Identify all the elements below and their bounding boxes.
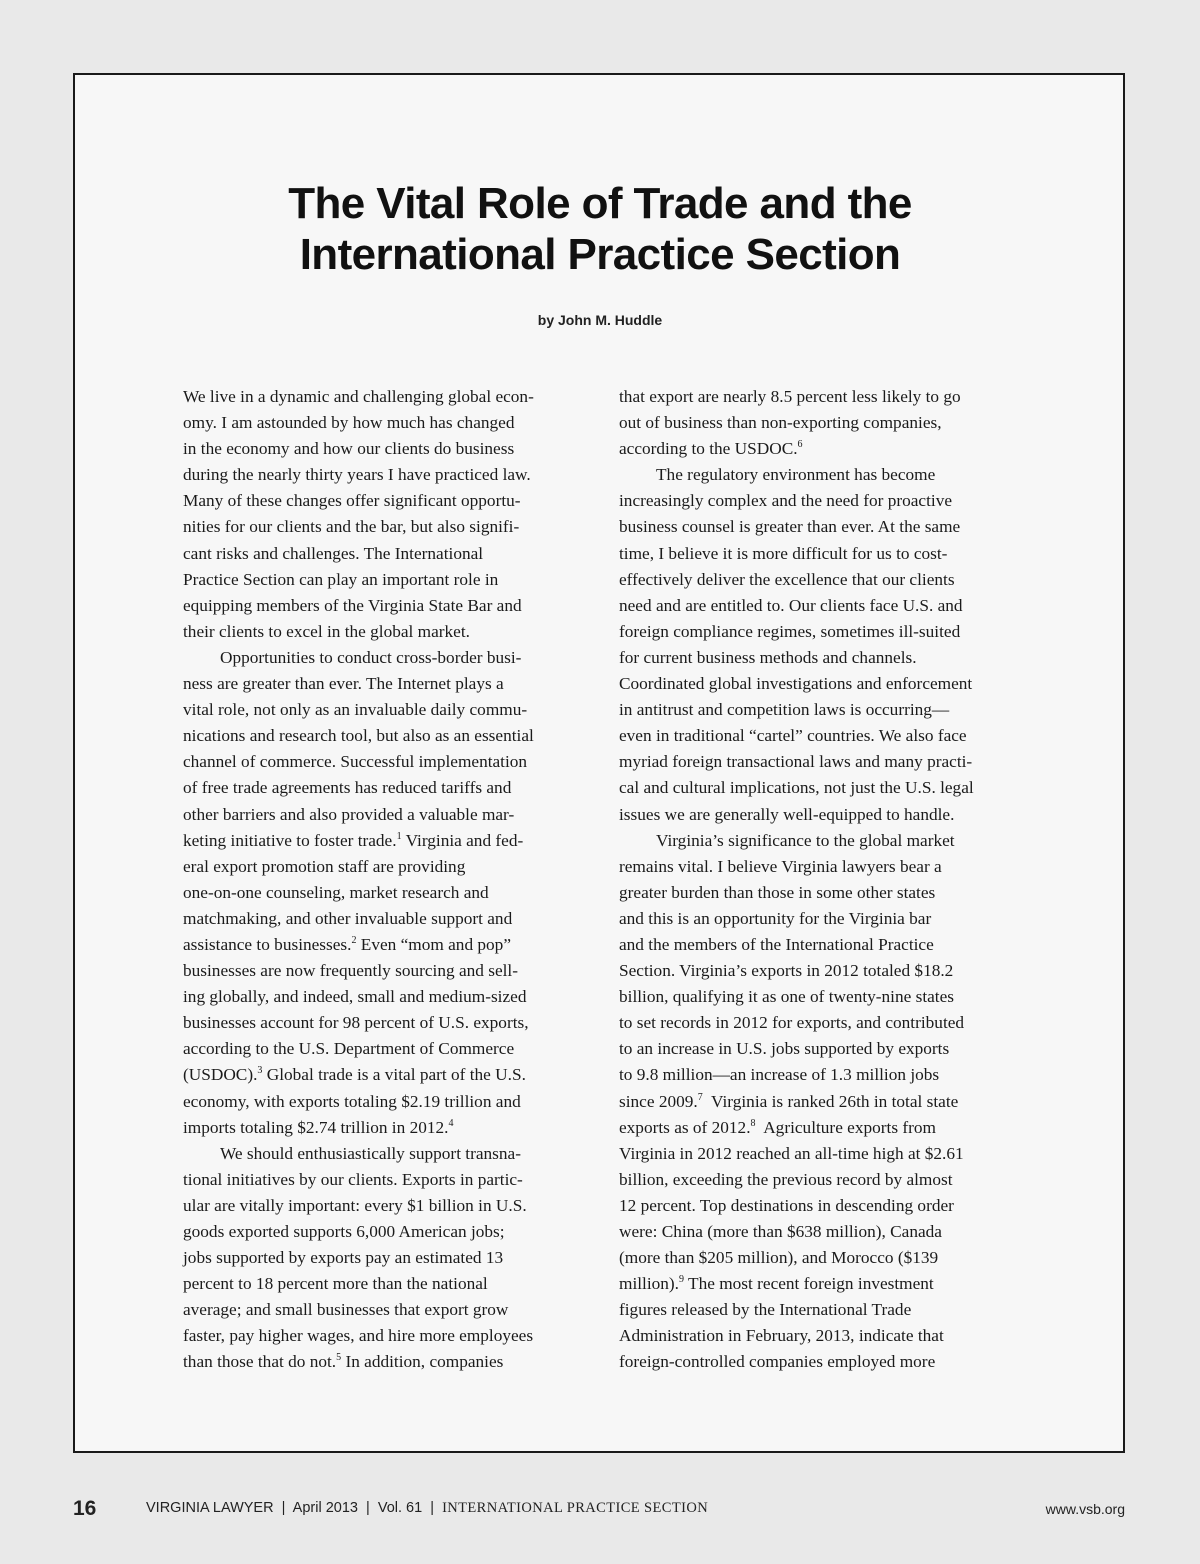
text-line: business counsel is greater than ever. At the same <box>619 517 961 537</box>
text-line: cant risks and challenges. The International <box>183 543 484 563</box>
text-run: assistance to businesses. <box>183 934 352 954</box>
text-line: Administration in February, 2013, indicate that <box>619 1326 944 1346</box>
text-line <box>183 1349 583 1375</box>
title-line-2: International Practice Section <box>299 230 901 279</box>
footnote-ref-5: 5 <box>336 1352 342 1364</box>
text-line: Practice Section can play an important role in <box>183 569 499 589</box>
text-line: out of business than non-exporting companies, <box>619 413 942 433</box>
text-line: greater burden than those in some other states <box>619 882 936 902</box>
paragraph-1 <box>183 384 583 645</box>
byline: by John M. Huddle <box>537 312 663 328</box>
text-line: myriad foreign transactional laws and many practi- <box>619 752 973 772</box>
text-run: Agriculture exports from <box>755 1117 936 1137</box>
paragraph-2 <box>183 645 583 1141</box>
text-run: million). <box>619 1274 680 1294</box>
text-line: Virginia’s significance to the global market <box>656 830 955 850</box>
text-line: eral export promotion staff are providing <box>183 856 466 876</box>
text-line: businesses account for 98 percent of U.S. exports, <box>183 1013 529 1033</box>
text-line <box>183 828 583 854</box>
text-line: and the members of the International Practice <box>619 934 934 954</box>
text-line: effectively deliver the excellence that our clients <box>619 569 955 589</box>
text-line: of free trade agreements has reduced tariffs and <box>183 778 512 798</box>
text-run: (USDOC). <box>183 1065 258 1085</box>
text-line: cal and cultural implications, not just the U.S. legal <box>619 778 974 798</box>
text-run: In addition, companies <box>341 1352 504 1372</box>
text-line: nities for our clients and the bar, but also signifi- <box>183 517 520 537</box>
text-line <box>619 436 1019 462</box>
text-line: goods exported supports 6,000 American jobs; <box>183 1222 505 1241</box>
text-line <box>619 1271 1019 1297</box>
footnote-ref-2: 2 <box>351 934 357 946</box>
text-line: faster, pay higher wages, and hire more employees <box>183 1326 534 1346</box>
text-line: average; and small businesses that export grow <box>183 1300 509 1320</box>
paragraph-4 <box>619 384 1019 462</box>
text-line: issues we are generally well-equipped to handle. <box>619 804 955 824</box>
text-line: billion, exceeding the previous record by almost <box>619 1169 953 1189</box>
footnote-ref-4: 4 <box>448 1117 454 1129</box>
text-line: during the nearly thirty years I have practiced law. <box>183 465 531 485</box>
text-run: Virginia is ranked 26th in total state <box>702 1091 959 1111</box>
left-column <box>183 384 583 1376</box>
text-line: economy, with exports totaling $2.19 trillion and <box>183 1091 521 1111</box>
website-link[interactable]: www.vsb.org <box>1045 1501 1125 1517</box>
text-line: nications and research tool, but also as an essential <box>183 726 534 746</box>
text-line <box>183 1115 583 1141</box>
text-line: jobs supported by exports pay an estimated 13 <box>183 1248 504 1268</box>
text-line: other barriers and also provided a valuable mar- <box>183 804 515 824</box>
footnote-ref-6: 6 <box>797 439 803 451</box>
text-line: businesses are now frequently sourcing and sell- <box>183 961 518 981</box>
text-line: in the economy and how our clients do business <box>183 439 515 459</box>
text-run: than those that do not. <box>183 1352 337 1372</box>
text-line: omy. I am astounded by how much has changed <box>183 413 515 433</box>
text-line: need and are entitled to. Our clients face U.S. and <box>619 595 963 615</box>
text-line <box>619 1089 1019 1115</box>
text-line: even in traditional “cartel” countries. We also face <box>619 726 967 746</box>
text-line <box>183 1062 583 1088</box>
text-line: Opportunities to conduct cross-border busi- <box>220 647 522 667</box>
text-line: tional initiatives by our clients. Exports in partic- <box>183 1169 523 1189</box>
text-line: vital role, not only as an invaluable daily commu- <box>183 700 528 720</box>
text-run: The most recent foreign investment <box>684 1274 934 1294</box>
running-head-text: VIRGINIA LAWYER | April 2013 | Vol. 61 | <box>146 1500 443 1516</box>
right-column <box>619 384 1019 1376</box>
text-line: one-on-one counseling, market research and <box>183 882 489 902</box>
text-run: Even “mom and pop” <box>356 934 511 954</box>
text-line: Virginia in 2012 reached an all-time high at $2.61 <box>619 1143 964 1163</box>
text-line: time, I believe it is more difficult for us to cost- <box>619 543 948 563</box>
text-line: We should enthusiastically support transna- <box>220 1143 521 1163</box>
paragraph-6 <box>619 828 1019 1376</box>
text-run: imports totaling $2.74 trillion in 2012. <box>183 1117 449 1137</box>
text-line: Many of these changes offer significant opportu- <box>183 491 521 511</box>
text-line: ular are vitally important: every $1 billion in U.S. <box>183 1195 527 1215</box>
text-line: (more than $205 million), and Morocco ($139 <box>619 1248 939 1268</box>
text-line: The regulatory environment has become <box>656 465 936 485</box>
text-run: since 2009. <box>619 1091 698 1111</box>
text-line: channel of commerce. Successful implementation <box>183 752 528 772</box>
text-line: figures released by the International Trade <box>619 1300 912 1320</box>
footnote-ref-7: 7 <box>697 1091 703 1103</box>
paragraph-5 <box>619 462 1019 827</box>
text-run: according to the USDOC. <box>619 439 798 459</box>
footnote-ref-8: 8 <box>750 1117 756 1129</box>
footnote-ref-9: 9 <box>679 1274 685 1286</box>
footnote-ref-3: 3 <box>257 1065 263 1077</box>
text-line: remains vital. I believe Virginia lawyers bear a <box>619 856 942 876</box>
text-line: Section. Virginia’s exports in 2012 totaled $18.2 <box>619 961 954 981</box>
text-line: percent to 18 percent more than the national <box>183 1274 488 1294</box>
text-line: ness are greater than ever. The Internet plays a <box>183 674 504 694</box>
text-run: Global trade is a vital part of the U.S. <box>262 1065 526 1085</box>
text-line: increasingly complex and the need for proactive <box>619 491 953 511</box>
text-line: that export are nearly 8.5 percent less likely to go <box>619 387 961 406</box>
text-line: to an increase in U.S. jobs supported by exports <box>619 1039 950 1059</box>
text-run: keting initiative to foster trade. <box>183 830 397 850</box>
text-line: were: China (more than $638 million), Canada <box>619 1222 942 1241</box>
text-line: in antitrust and competition laws is occurring— <box>619 700 950 720</box>
footnote-ref-1: 1 <box>396 830 402 842</box>
text-line: Coordinated global investigations and enforcement <box>619 674 973 694</box>
text-line: their clients to excel in the global market. <box>183 621 470 641</box>
text-line: equipping members of the Virginia State Bar and <box>183 595 522 615</box>
text-line: for current business methods and channels. <box>619 647 917 667</box>
text-line: matchmaking, and other invaluable support and <box>183 908 513 928</box>
text-line: 12 percent. Top destinations in descending order <box>619 1195 954 1215</box>
text-run: exports as of 2012. <box>619 1117 751 1137</box>
text-line: according to the U.S. Department of Commerce <box>183 1039 515 1059</box>
text-line <box>619 1115 1019 1141</box>
text-line: billion, qualifying it as one of twenty-nine states <box>619 987 955 1007</box>
text-line: foreign compliance regimes, sometimes ill-suited <box>619 621 961 641</box>
text-line: and this is an opportunity for the Virginia bar <box>619 908 932 928</box>
text-line: ing globally, and indeed, small and medium-sized <box>183 987 527 1007</box>
section-name: INTERNATIONAL PRACTICE SECTION <box>442 1500 709 1516</box>
text-line <box>183 932 583 958</box>
text-line: to 9.8 million—an increase of 1.3 million jobs <box>619 1065 940 1085</box>
title-line-1: The Vital Role of Trade and the <box>288 179 912 228</box>
article-title <box>0 178 1200 280</box>
text-line: to set records in 2012 for exports, and contributed <box>619 1013 965 1033</box>
text-run: Virginia and fed- <box>401 830 524 850</box>
text-line: foreign-controlled companies employed more <box>619 1352 936 1372</box>
running-head <box>146 1500 708 1517</box>
paragraph-3 <box>183 1141 583 1376</box>
text-line: We live in a dynamic and challenging global econ- <box>183 387 534 406</box>
page-number: 16 <box>73 1497 97 1520</box>
